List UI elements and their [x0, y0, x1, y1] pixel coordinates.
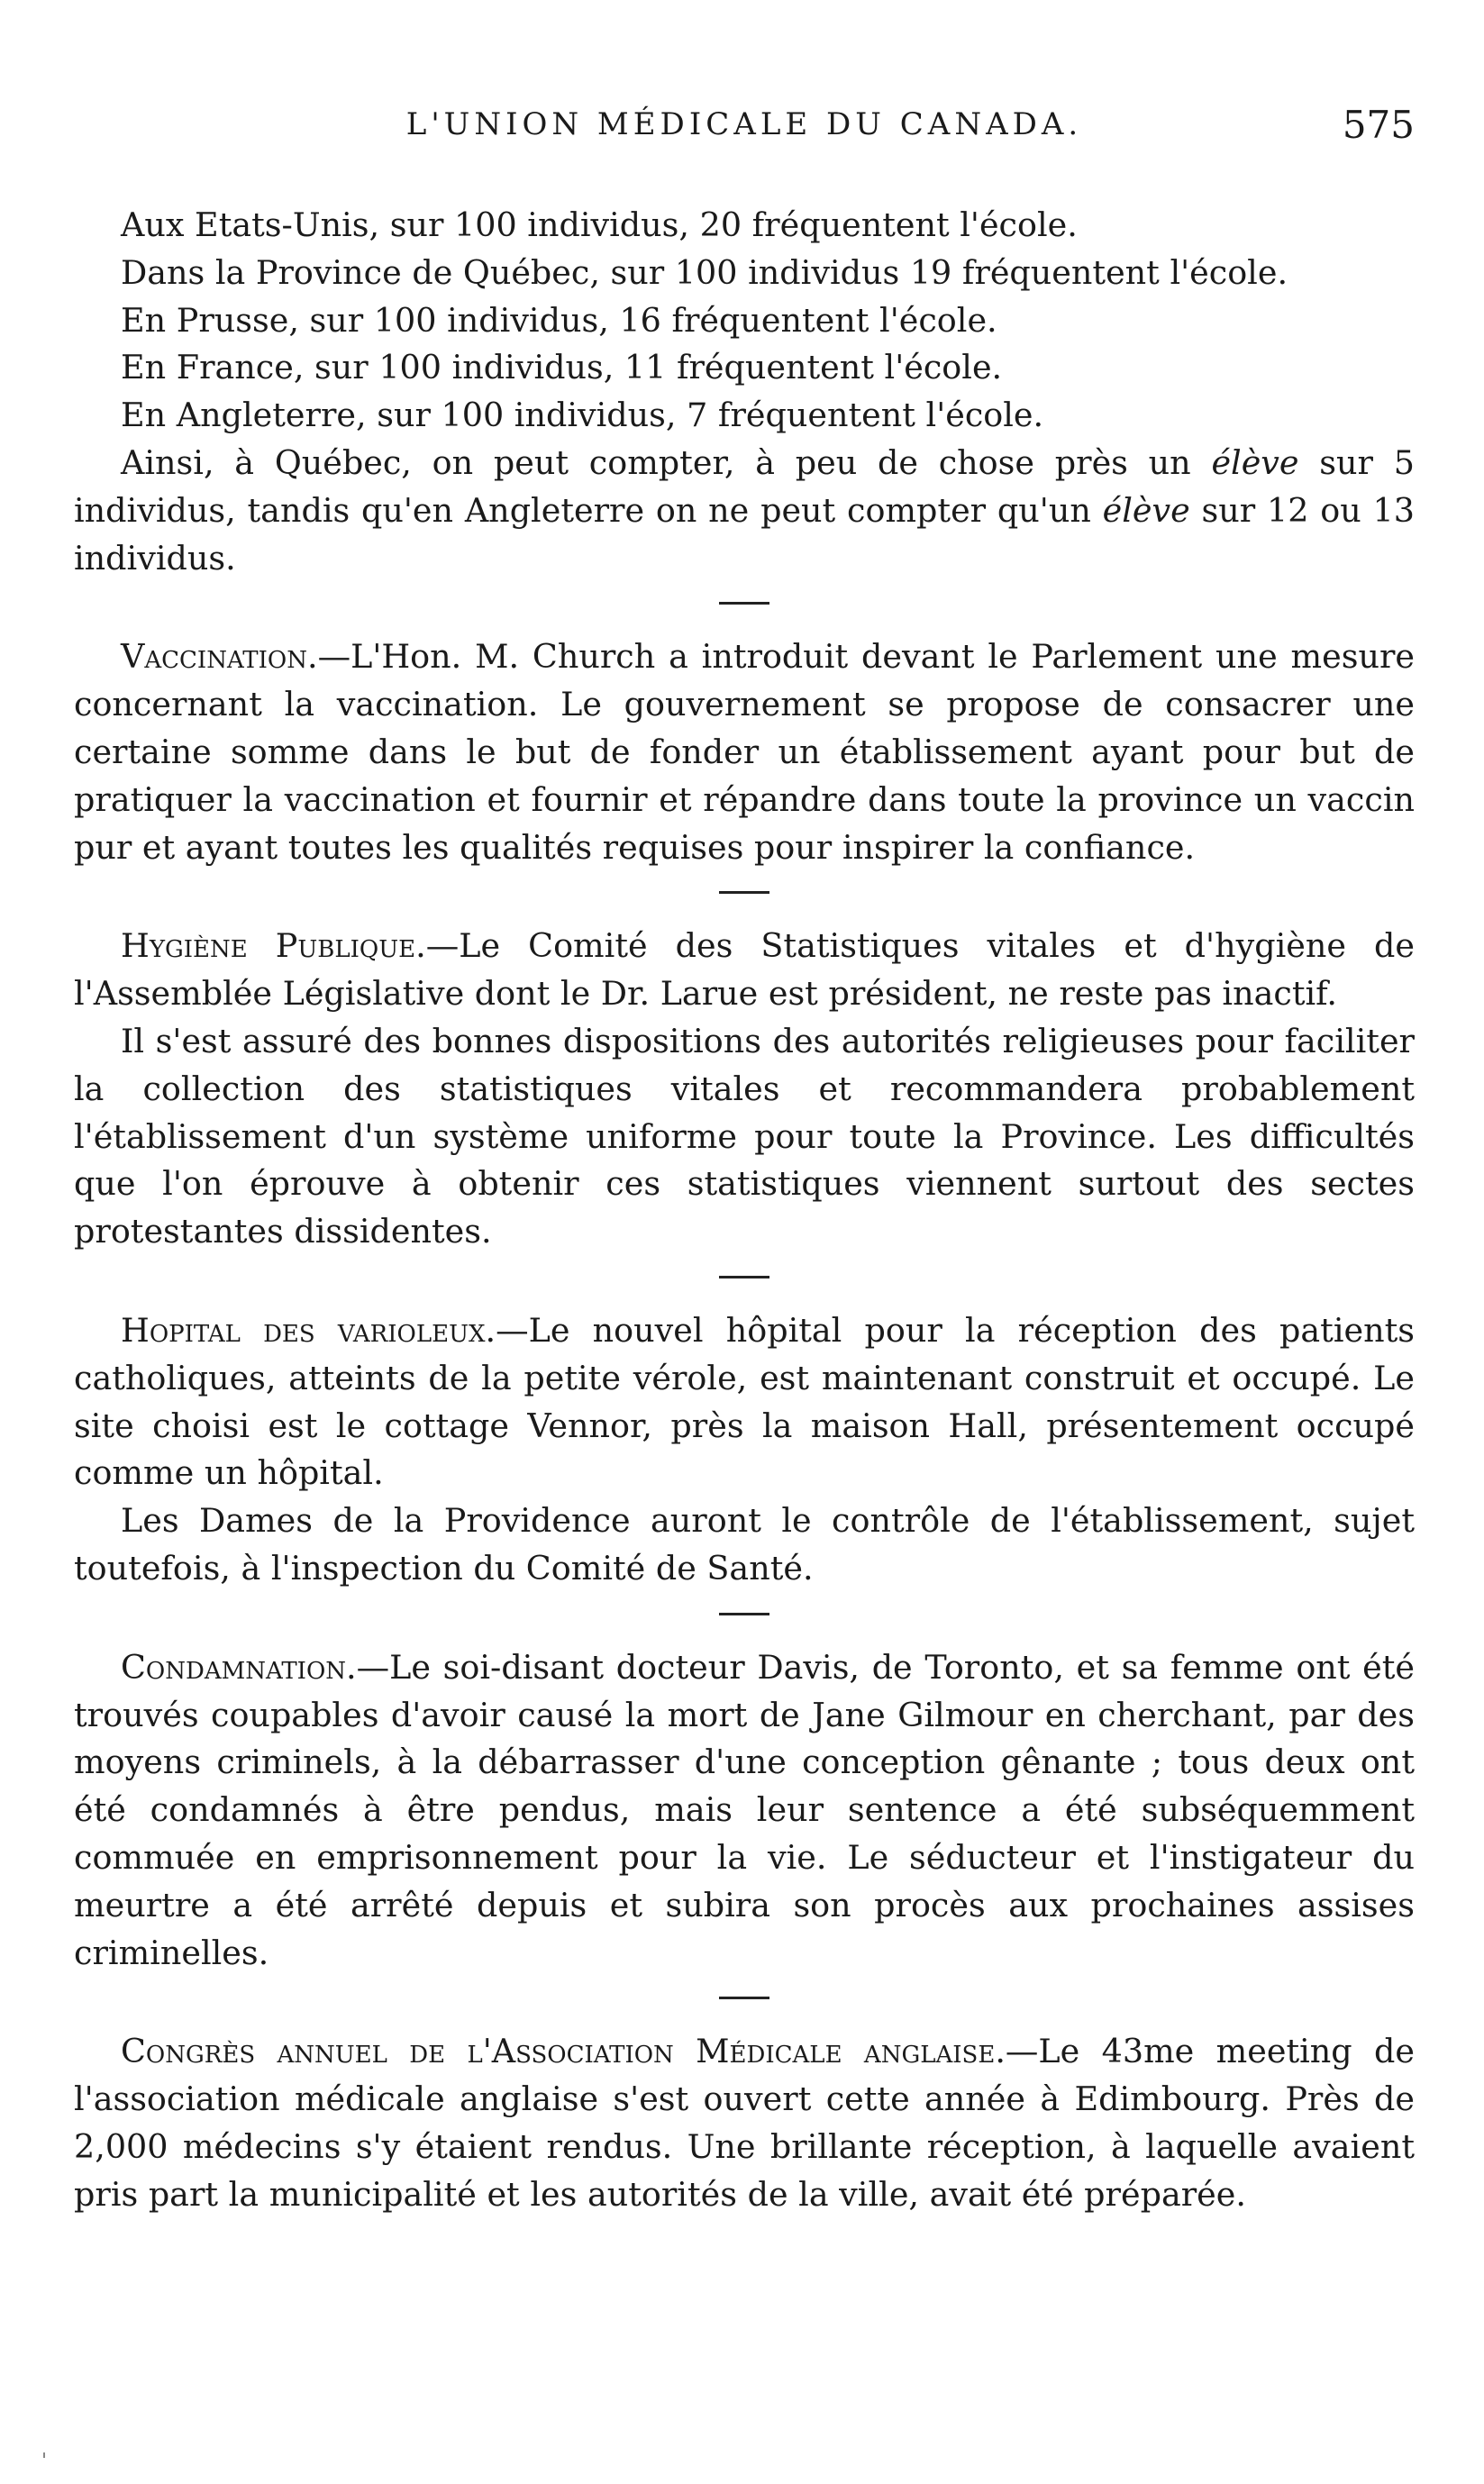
paragraph-text: —Le soi-disant docteur Davis, de Toronto, et sa femme ont été trouvés coupables d'avoir causé la mort de Jane Gilmour en cherchant, par des moyens criminels, à la débarrasser d'une conception gênante ; tous deux ont été condamnés à être pendus, mais leur sentence a été subséquemment commuée en emprisonnement pour la vie. Le séducteur et l'instigateur du meurtre a été arrêté depuis et subira son procès aux prochaines assises criminelles.	[74, 1647, 1415, 1972]
school-statistics	[74, 202, 1415, 582]
section-heading: Congrès annuel de l'Association Médicale anglaise.	[121, 2032, 1006, 2071]
section-heading: Hygiène Publique.	[121, 926, 426, 966]
statistic-line: Aux Etats-Unis, sur 100 individus, 20 fréquentent l'école.	[121, 205, 1078, 244]
page	[74, 103, 1416, 2218]
section-heading: Vaccination.	[121, 637, 318, 677]
statistics-conclusion	[74, 440, 1415, 582]
section-divider	[719, 891, 769, 894]
section-divider	[719, 1997, 769, 1999]
section-paragraph: Les Dames de la Providence auront le contrôle de l'établissement, sujet toutefois, à l'inspection du Comité de Santé.	[74, 1501, 1415, 1588]
section-paragraph	[74, 923, 1415, 1018]
section-heading: Condamnation.	[121, 1647, 357, 1687]
section-heading: Hopital des varioleux.	[121, 1310, 496, 1350]
section-hygiene-publique	[74, 923, 1415, 1256]
section-paragraph	[74, 1307, 1415, 1497]
paragraph-text: —Le nouvel hôpital pour la réception des patients catholiques, atteints de la petite vérole, est maintenant construit et occupé. Le site choisi est le cottage Vennor, près la maison Hall, présentement occupé comme un hôpital.	[74, 1310, 1416, 1493]
statistic-line: En France, sur 100 individus, 11 fréquentent l'école.	[121, 348, 1003, 387]
italic-word: élève	[1211, 442, 1299, 482]
statistic-line: Dans la Province de Québec, sur 100 individus 19 fréquentent l'école.	[121, 252, 1288, 292]
section-hopital-varioleux	[74, 1307, 1415, 1593]
section-vaccination	[74, 633, 1415, 871]
margin-mark	[43, 2452, 45, 2458]
section-paragraph: Il s'est assuré des bonnes dispositions des autorités religieuses pour faciliter la collection des statistiques vitales et recommandera probablement l'établissement d'un système uniforme pour toute la Province. Les difficultés que l'on éprouve à obtenir ces statistiques viennent surtout des sectes protestantes dissidentes.	[74, 1021, 1415, 1251]
page-header	[74, 103, 1415, 169]
statistic-line: En Angleterre, sur 100 individus, 7 fréquentent l'école.	[121, 396, 1044, 435]
paragraph-text: —L'Hon. M. Church a introduit devant le Parlement une mesure concernant la vaccination. Le gouvernement se propose de consacrer une certaine somme dans le but de fonder un établissement ayant pour but de pratiquer la vaccination et fournir et répandre dans toute la province un vaccin pur et ayant toutes les qualités requises pour inspirer la confiance.	[74, 637, 1415, 867]
section-paragraph	[74, 1644, 1415, 1978]
italic-word: élève	[1102, 490, 1190, 530]
paragraph-text: —Le 43me meeting de l'association médicale anglaise s'est ouvert cette année à Edimbourg. Près de 2,000 médecins s'y étaient rendus. Une brillante réception, à laquelle avaient pris part la municipalité et les autorités de la ville, avait été préparée.	[74, 2032, 1415, 2214]
running-title: L'UNION MÉDICALE DU CANADA.	[405, 106, 1083, 142]
conclusion-text: Ainsi, à Québec, on peut compter, à peu de chose près un	[121, 442, 1212, 482]
section-divider	[719, 1613, 769, 1615]
section-condamnation	[74, 1644, 1415, 1978]
statistic-line: En Prusse, sur 100 individus, 16 fréquentent l'école.	[121, 300, 997, 340]
section-congres-annuel	[74, 2028, 1415, 2218]
page-number: 575	[1342, 103, 1415, 147]
section-paragraph	[74, 633, 1415, 871]
section-divider	[719, 602, 769, 605]
section-divider	[719, 1276, 769, 1278]
paragraph-text: —Le Comité des Statistiques vitales et d'hygiène de l'Assemblée Législative dont le Dr. Larue est président, ne reste pas inactif.	[74, 926, 1415, 1014]
conclusion-text: sur 5 individus, tandis qu'en Angleterre on ne peut compter qu'un	[74, 442, 1415, 530]
section-paragraph	[74, 2028, 1415, 2218]
conclusion-text: sur 12 ou 13 individus.	[74, 490, 1415, 578]
